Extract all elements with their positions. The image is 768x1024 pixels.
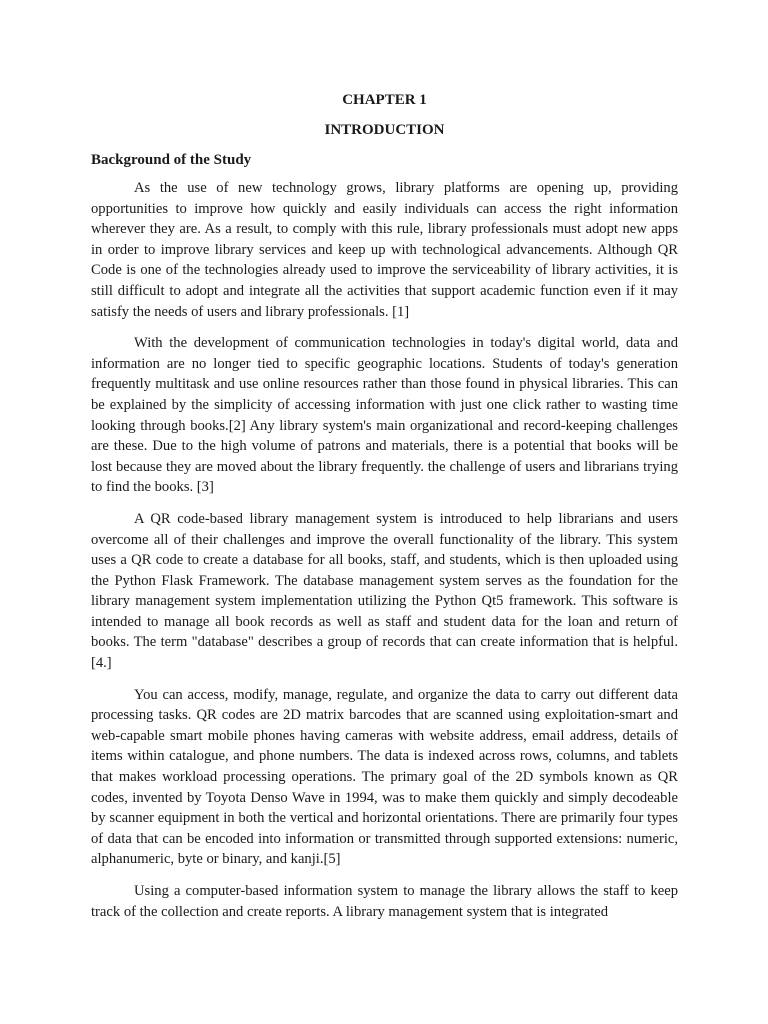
page-content [91, 90, 678, 933]
chapter-title: INTRODUCTION [324, 122, 445, 138]
chapter-number: CHAPTER 1 [342, 92, 427, 108]
paragraph-2: With the development of communication technologies in today's digital world, data and information are no longer tied to specific geographic locations. Students of today's generation frequently multitask and use online resources rather than those found in physical libraries. This can be explained by the simplicity of accessing information with just one click rather to wasting time looking through books.[2] Any library system's main organizational and record-keeping challenges are these. Due to the high volume of patrons and materials, there is a potential that books will be lost because they are moved about the library frequently. the challenge of users and librarians trying to find the books. [3] [91, 335, 678, 496]
paragraph-4: You can access, modify, manage, regulate, and organize the data to carry out different data processing tasks. QR codes are 2D matrix barcodes that are scanned using exploitation-smart and web-capable smart mobile phones having cameras with website address, email address, details of items within catalogue, and phone numbers. The data is indexed across rows, columns, and tablets that makes workload processing operations. The primary goal of the 2D symbols known as QR codes, invented by Toyota Denso Wave in 1994, was to make them quickly and simply decodeable by scanner equipment in both the vertical and horizontal orientations. There are primarily four types of data that can be encoded into information or transmitted through supported extensions: numeric, alphanumeric, byte or binary, and kanji.[5] [91, 686, 678, 868]
section-heading: Background of the Study [91, 152, 252, 168]
paragraph-1: As the use of new technology grows, library platforms are opening up, providing opportunities to improve how quickly and easily individuals can access the right information wherever they are. As a result, to comply with this rule, library professionals must adopt new apps in order to improve library services and keep up with technological advancements. Although QR Code is one of the technologies already used to improve the serviceability of library activities, it is still difficult to adopt and integrate all the activities that support academic function even if it may satisfy the needs of users and library professionals. [1] [91, 180, 678, 320]
paragraph-5: Using a computer-based information system to manage the library allows the staff to keep track of the collection and create reports. A library management system that is integrated [91, 883, 678, 920]
paragraph-3: A QR code-based library management system is introduced to help librarians and users overcome all of their challenges and improve the overall functionality of the library. This system uses a QR code to create a database for all books, staff, and students, which is then uploaded using the Python Flask Framework. The database management system serves as the foundation for the library management system implementation utilizing the Python Qt5 framework. This software is intended to manage all book records as well as staff and student data for the loan and return of books. The term "database" describes a group of records that can create information that is helpful. [4.] [91, 510, 678, 672]
